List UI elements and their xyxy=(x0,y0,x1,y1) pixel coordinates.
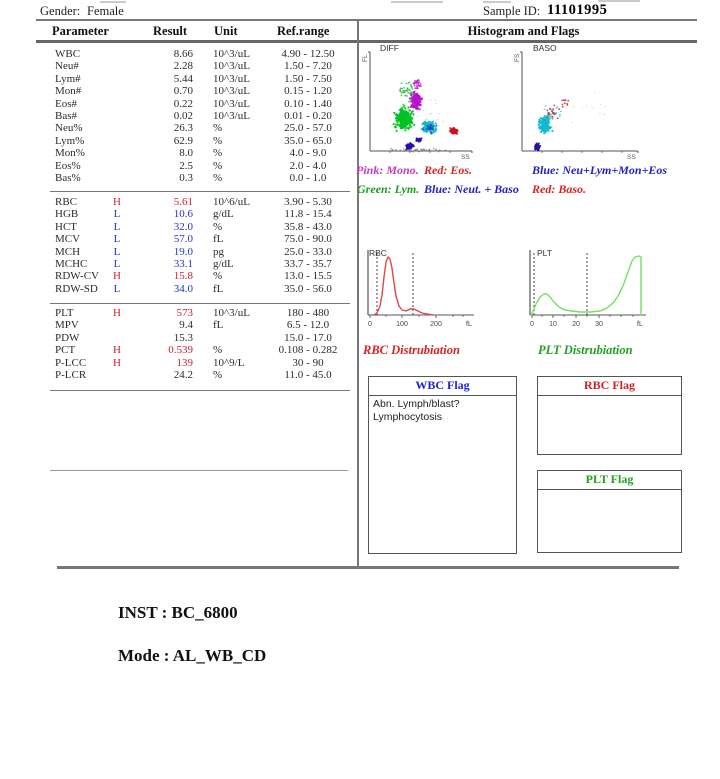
param-name: WBC xyxy=(55,48,81,60)
rbc-flag-box xyxy=(537,376,682,455)
param-name: HGB xyxy=(55,208,79,221)
svg-text:SS: SS xyxy=(461,154,470,161)
param-name: Eos% xyxy=(55,159,81,172)
result-value: 0.02 xyxy=(173,110,193,122)
range-value: 180 - 480 xyxy=(286,307,330,319)
wbc-flag-title: WBC Flag xyxy=(369,377,516,396)
stray-rule xyxy=(50,470,348,471)
range-value: 6.5 - 12.0 xyxy=(286,319,330,332)
unit-value: 10^6/uL xyxy=(213,196,250,208)
svg-text:FS: FS xyxy=(514,53,521,62)
flag-value: L xyxy=(113,282,121,295)
range-value: 25.0 - 33.0 xyxy=(284,245,332,258)
svg-text:20: 20 xyxy=(572,321,580,328)
result-value: 139 xyxy=(176,356,193,369)
flag-value: H xyxy=(113,196,121,208)
svg-text:0: 0 xyxy=(368,321,372,328)
range-value: 35.8 - 43.0 xyxy=(284,220,332,233)
range-value: 3.90 - 5.30 xyxy=(284,196,332,208)
range-value: 0.108 - 0.282 xyxy=(278,344,338,357)
instrument-line: INST : BC_6800 xyxy=(118,603,238,622)
svg-text:10: 10 xyxy=(549,321,557,328)
param-name: Bas% xyxy=(55,172,81,184)
flag-value: H xyxy=(113,270,121,283)
result-value: 0.22 xyxy=(173,97,193,110)
param-name: MCHC xyxy=(55,258,88,270)
svg-text:SS: SS xyxy=(627,154,636,161)
unit-value: 10^3/uL xyxy=(213,85,250,98)
range-value: 15.0 - 17.0 xyxy=(284,331,332,344)
svg-text:PLT: PLT xyxy=(537,248,552,258)
param-name: PCT xyxy=(55,344,76,357)
param-name: Neu# xyxy=(55,60,79,73)
diff-scatterplot xyxy=(356,42,480,162)
param-name: RBC xyxy=(55,196,78,208)
param-name: P-LCR xyxy=(55,369,87,381)
unit-value: 10^3/uL xyxy=(213,48,250,60)
result-value: 573 xyxy=(176,307,193,319)
result-value: 8.0 xyxy=(179,147,193,160)
unit-value: % xyxy=(213,159,223,172)
plt-flag-content xyxy=(538,490,681,494)
result-value: 0.70 xyxy=(173,85,193,98)
result-value: 0.3 xyxy=(179,172,193,184)
table-bottom-rule xyxy=(50,390,350,391)
unit-value: 10^3/uL xyxy=(213,110,250,122)
result-value: 2.28 xyxy=(173,60,193,73)
flag-value: L xyxy=(113,233,121,246)
range-value: 2.0 - 4.0 xyxy=(289,159,327,172)
range-value: 35.0 - 65.0 xyxy=(284,134,332,147)
svg-text:fL: fL xyxy=(466,321,472,328)
param-name: Lym# xyxy=(55,72,81,85)
param-name: RDW-SD xyxy=(55,282,98,295)
range-value: 4.90 - 12.50 xyxy=(281,48,335,60)
result-value: 32.0 xyxy=(173,220,193,233)
svg-text:BASO: BASO xyxy=(533,43,557,53)
unit-value: % xyxy=(213,344,223,357)
range-value: 0.0 - 1.0 xyxy=(289,172,327,184)
unit-value: % xyxy=(213,220,223,233)
flag-message: Lymphocytosis xyxy=(373,411,443,423)
param-name: HCT xyxy=(55,220,77,233)
unit-value: 10^9/L xyxy=(213,356,245,369)
unit-value: fL xyxy=(213,319,224,332)
legend-text: Pink: Mono. xyxy=(356,163,419,177)
unit-value: fL xyxy=(213,233,224,246)
range-value: 30 - 90 xyxy=(292,356,324,369)
rbc-histogram xyxy=(360,240,482,330)
unit-value: 10^3/uL xyxy=(213,97,250,110)
result-value: 2.5 xyxy=(179,159,193,172)
unit-value: % xyxy=(213,134,223,147)
param-name: PLT xyxy=(55,307,74,319)
param-name: PDW xyxy=(55,331,80,344)
unit-value: g/dL xyxy=(213,208,234,221)
unit-value: 10^3/uL xyxy=(213,72,250,85)
range-value: 33.7 - 35.7 xyxy=(284,258,332,270)
result-value: 15.3 xyxy=(173,331,193,344)
range-value: 35.0 - 56.0 xyxy=(284,282,332,295)
range-value: 0.10 - 1.40 xyxy=(284,97,332,110)
flag-value: L xyxy=(113,220,121,233)
result-value: 5.61 xyxy=(173,196,193,208)
unit-value: 10^3/uL xyxy=(213,60,250,73)
result-value: 24.2 xyxy=(173,369,193,381)
svg-text:200: 200 xyxy=(430,321,442,328)
range-value: 4.0 - 9.0 xyxy=(289,147,327,160)
flag-value: L xyxy=(113,258,121,270)
unit-value: g/dL xyxy=(213,258,234,270)
baso-scatterplot xyxy=(510,42,660,162)
result-value: 8.66 xyxy=(173,48,193,60)
flag-value: H xyxy=(113,356,121,369)
header-histogram-flags: Histogram and Flags xyxy=(467,24,580,38)
range-value: 1.50 - 7.20 xyxy=(284,60,332,73)
param-name: Eos# xyxy=(55,97,77,110)
result-value: 10.6 xyxy=(173,208,193,221)
unit-value: 10^3/uL xyxy=(213,307,250,319)
param-name: Mon# xyxy=(55,85,82,98)
range-value: 13.0 - 15.5 xyxy=(284,270,332,283)
range-value: 1.50 - 7.50 xyxy=(284,72,332,85)
unit-value: % xyxy=(213,270,223,283)
sample-id-label: Sample ID: xyxy=(483,4,541,18)
flag-value: H xyxy=(113,344,121,357)
flag-value: L xyxy=(113,245,121,258)
param-name: MPV xyxy=(55,319,79,332)
result-value: 33.1 xyxy=(173,258,193,270)
svg-text:30: 30 xyxy=(595,321,603,328)
result-value: 15.8 xyxy=(173,270,193,283)
svg-text:fL: fL xyxy=(637,321,643,328)
result-value: 62.9 xyxy=(173,134,193,147)
param-name: Lym% xyxy=(55,134,85,147)
flag-value: L xyxy=(113,208,121,221)
header-unit: Unit xyxy=(214,24,238,38)
param-name: Mon% xyxy=(55,147,85,160)
range-value: 25.0 - 57.0 xyxy=(284,122,332,135)
result-value: 34.0 xyxy=(173,282,193,295)
rbc-flag-title: RBC Flag xyxy=(538,377,681,396)
bottom-rule xyxy=(57,566,679,569)
range-value: 0.15 - 1.20 xyxy=(284,85,332,98)
result-value: 5.44 xyxy=(173,72,193,85)
param-name: MCV xyxy=(55,233,81,246)
flag-value: H xyxy=(113,307,121,319)
unit-value: % xyxy=(213,369,223,381)
param-name: P-LCC xyxy=(55,356,87,369)
result-value: 0.539 xyxy=(168,344,193,357)
result-value: 57.0 xyxy=(173,233,193,246)
svg-text:RBC: RBC xyxy=(369,248,387,258)
unit-value: % xyxy=(213,147,223,160)
result-value: 9.4 xyxy=(179,319,193,332)
plt-flag-box xyxy=(537,470,682,553)
result-value: 26.3 xyxy=(173,122,193,135)
legend-text: Green: Lym. xyxy=(357,182,420,196)
legend-text: Blue: Neu+Lym+Mon+Eos xyxy=(532,163,668,177)
svg-text:0: 0 xyxy=(530,321,534,328)
range-value: 0.01 - 0.20 xyxy=(284,110,332,122)
top-rule xyxy=(36,19,697,21)
legend-text: Red: Baso. xyxy=(532,182,586,196)
section-rule-2 xyxy=(50,303,350,304)
mode-line: Mode : AL_WB_CD xyxy=(118,646,267,665)
rbc-flag-content xyxy=(538,396,681,400)
param-name: Bas# xyxy=(55,110,77,122)
param-name: RDW-CV xyxy=(55,270,99,283)
unit-value: % xyxy=(213,122,223,135)
result-value: 19.0 xyxy=(173,245,193,258)
svg-text:100: 100 xyxy=(396,321,408,328)
legend-text: Red: Eos. xyxy=(424,163,472,177)
header-ref-range: Ref.range xyxy=(277,24,330,38)
range-value: 11.0 - 45.0 xyxy=(284,369,332,381)
wbc-flag-content xyxy=(369,396,516,426)
plt-flag-title: PLT Flag xyxy=(538,471,681,490)
flag-message: Abn. Lymph/blast? xyxy=(373,398,460,410)
param-name: MCH xyxy=(55,245,81,258)
header-parameter: Parameter xyxy=(52,24,109,38)
header-result: Result xyxy=(153,24,188,38)
plt-histogram xyxy=(520,240,652,330)
param-name: Neu% xyxy=(55,122,83,135)
rbc-histogram-caption: RBC Distrubiation xyxy=(363,343,460,357)
unit-value: pg xyxy=(213,245,224,258)
unit-value: fL xyxy=(213,282,224,295)
plt-histogram-caption: PLT Distrubiation xyxy=(538,343,633,357)
wbc-flag-box xyxy=(368,376,517,554)
sample-id-value: 11101995 xyxy=(547,2,608,18)
gender-value: Female xyxy=(87,4,124,18)
section-rule-1 xyxy=(50,191,350,192)
svg-text:DIFF: DIFF xyxy=(380,43,399,53)
svg-text:FL: FL xyxy=(362,54,369,62)
gender-label: Gender: xyxy=(40,4,81,18)
range-value: 11.8 - 15.4 xyxy=(284,208,332,221)
range-value: 75.0 - 90.0 xyxy=(284,233,332,246)
unit-value: % xyxy=(213,172,223,184)
legend-text: Blue: Neut. + Baso xyxy=(424,182,519,196)
